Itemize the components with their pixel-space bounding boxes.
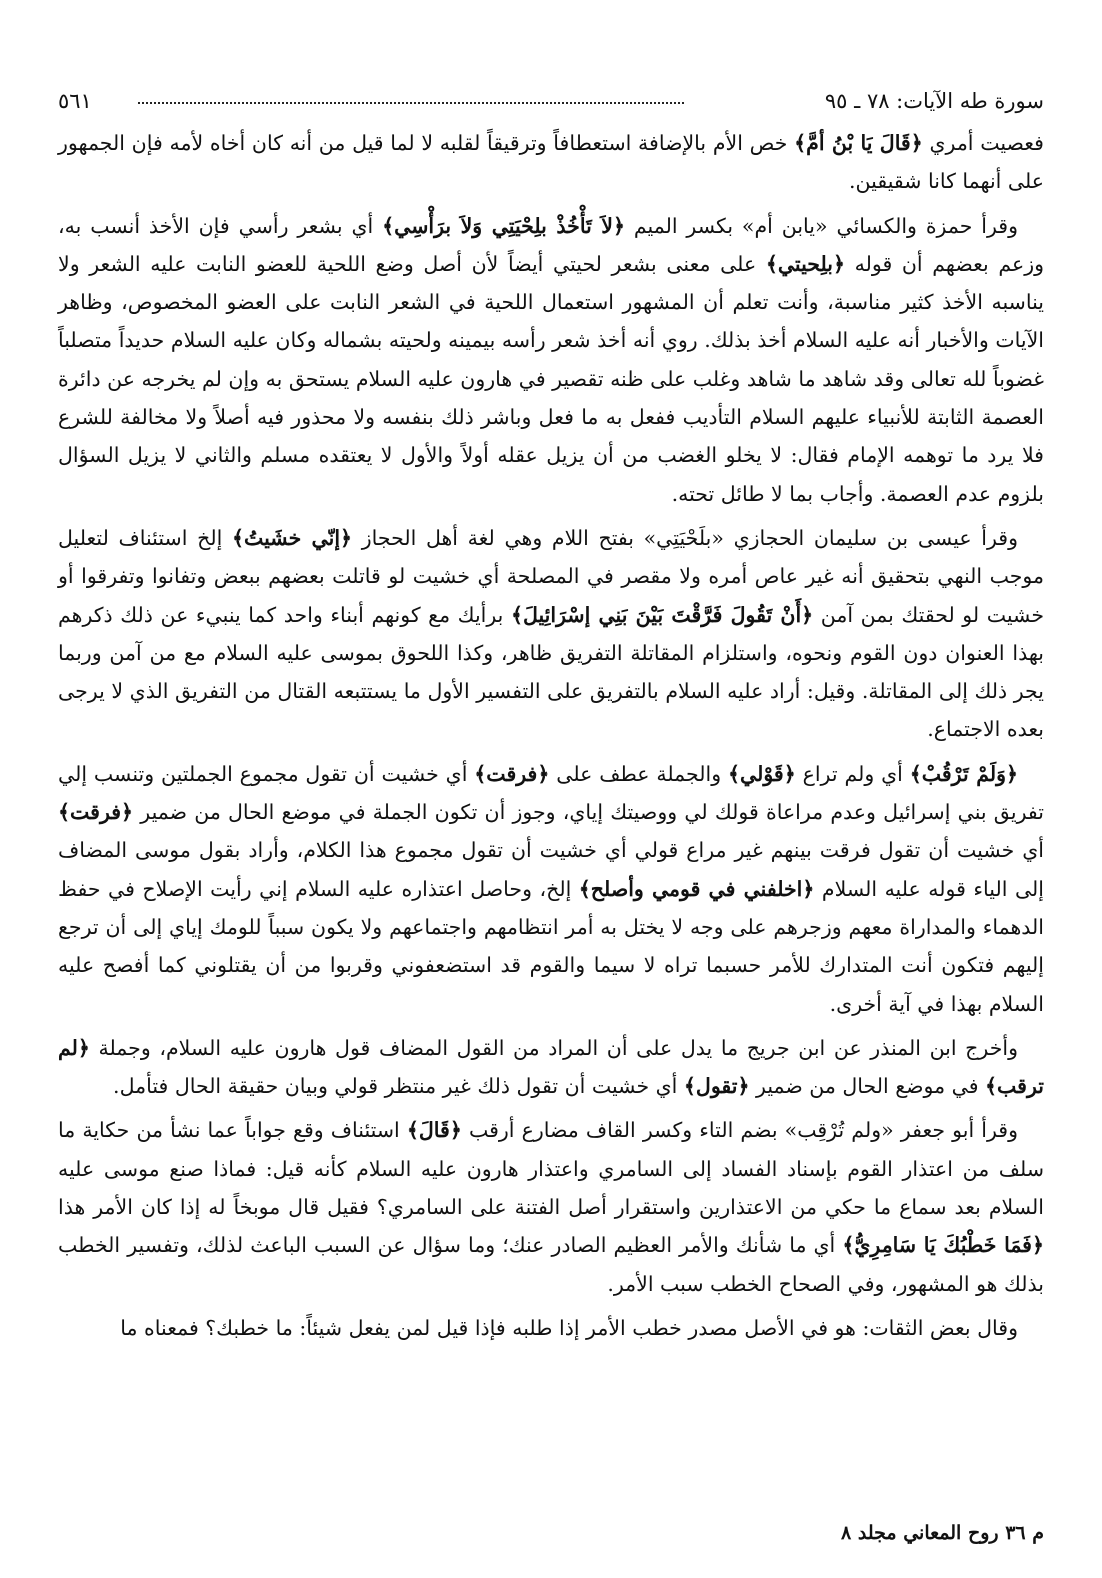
- paragraph-text: في موضع الحال من ضمير: [749, 1074, 986, 1099]
- paragraph-text: إلخ، وحاصل اعتذاره عليه السلام إني رأيت الإصلاح في حفظ الدهماء والمداراة معهم وزجرهم على وجه لا يختل به أمر انتظامهم واجتماعهم ولا يكون سبباً للومك إياي إلى أن ترجع إليهم فتكون أنت المتدارك للأمر حسبما تراه لا سيما والقوم قد استضعفوني وقربوا من أن يقتلوني كما أفصح عليه السلام بهذا في آية أخرى.: [58, 876, 1044, 1016]
- paragraph: [58, 1029, 1044, 1106]
- quranic-quote: ﴿وَلَمْ تَرْقُبْ﴾: [909, 761, 1018, 786]
- paragraph: [58, 207, 1044, 513]
- commentary-body: [58, 124, 1044, 1347]
- quranic-quote: ﴿قَوْلي﴾: [727, 761, 796, 786]
- paragraph-text: إلخ استئناف لتعليل موجب النهي بتحقيق أنه غير عاص أمره ولا مقصر في المصلحة أي خشيت لو قاتلت بعضهم ببعض وتفانوا وتفرقوا أو خشيت لو لحقتك بمن آمن: [58, 525, 1044, 627]
- surah-title: سورة طه الآيات: ٧٨ ـ ٩٥: [824, 89, 1044, 113]
- paragraph-text: أي ولم تراع: [795, 761, 910, 786]
- quranic-quote: ﴿إنّي خشَيتُ﴾: [231, 525, 353, 550]
- paragraph-text: خص الأم بالإضافة استعطافاً وترقيقاً لقلبه لا لما قيل من أنه كان أخاه لأمه فإن الجمهور على أنهما كانا شقيقين.: [58, 131, 1044, 194]
- paragraph-text: وقرأ حمزة والكسائي «يابن أم» بكسر الميم: [625, 213, 1018, 238]
- quranic-quote: ﴿تقول﴾: [683, 1074, 750, 1099]
- quranic-quote: ﴿فَمَا خَطْبُكَ يَا سَامِرِيُّ﴾: [842, 1233, 1044, 1258]
- quranic-quote: ﴿بلِحيتي﴾: [765, 251, 846, 276]
- paragraph: [58, 755, 1044, 1023]
- header-dotted-leader: [138, 102, 684, 104]
- paragraph: [58, 124, 1044, 201]
- quranic-quote: ﴿فرقت﴾: [474, 761, 550, 786]
- quranic-quote: ﴿فرقت﴾: [58, 800, 134, 825]
- paragraph-text: وقرأ عيسى بن سليمان الحجازي «بلَحْيَتِي» بفتح اللام وهي لغة أهل الحجاز: [352, 525, 1018, 550]
- paragraph-text: على معنى بشعر لحيتي أيضاً لأن أصل وضع اللحية للعضو النابت عليه الشعر ولا يناسبه الأخذ كثير مناسبة، وأنت تعلم أن المشهور استعمال اللحية في الشعر النابت على العضو المخصوص، وظاهر الآيات والأخبار أنه عليه السلام أخذ بذلك. روي أنه أخذ شعر رأسه بيمينه ولحيته بشماله وكان عليه السلام حديداً متصلباً غضوباً لله تعالى وقد شاهد ما شاهد وغلب على ظنه تقصير في هارون عليه السلام يستحق به وإن لم يخرجه عن دائرة العصمة الثابتة للأنبياء عليهم السلام التأديب ففعل به ما فعل وباشر ذلك بنفسه ولا محذور فيه أصلاً ولا مخالفة للشرع فلا يرد ما توهمه الإمام فقال: لا يخلو الغضب من أن يزيل عقله أولاً والأول لا يعتقده مسلم والثاني لا يزيل السؤال بلزوم عدم العصمة. وأجاب بما لا طائل تحته.: [58, 251, 1044, 506]
- page-number: ٥٦١: [58, 89, 92, 113]
- paragraph-text: برأيك مع كونهم أبناء واحد كما ينبيء عن ذلك ذكرهم بهذا العنوان دون القوم ونحوه، واستلزام المقاتلة التفريق ظاهر، وكذا اللحوق بموسى عليه السلام مع من آمن وربما يجر ذلك إلى المقاتلة. وقيل: أراد عليه السلام بالتفريق على التفسير الأول ما يستتبعه القتال من التفريق الذي لا يرجى بعده الاجتماع.: [58, 602, 1044, 742]
- quranic-quote: ﴿لاَ تَأْخُذْ بلِحْيَتِي وَلاَ برَأْسِي﴾: [382, 213, 625, 238]
- quranic-quote: ﴿قَالَ﴾: [406, 1118, 462, 1143]
- quranic-quote: ﴿أَنْ تَقُولَ فَرَّقْتَ بَيْنَ بَنِي إسْرَائِيلَ﴾: [510, 602, 814, 627]
- paragraph: [58, 519, 1044, 749]
- paragraph-text: أي ما شأنك والأمر العظيم الصادر عنك؛ وما سؤال عن السبب الباعث لذلك، وتفسير الخطب بذلك هو المشهور، وفي الصحاح الخطب سبب الأمر.: [58, 1233, 1044, 1296]
- paragraph: [58, 1309, 1044, 1347]
- paragraph-text: والجملة عطف على: [549, 761, 728, 786]
- book-page: [58, 84, 1044, 1548]
- running-header: [58, 84, 1044, 118]
- paragraph-text: استئناف وقع جواباً عما نشأ من حكاية ما سلف من اعتذار القوم بإسناد الفساد إلى السامري واعتذار هارون عليه السلام كأنه قيل: فماذا صنع موسى عليه السلام بعد سماع ما حكي من الاعتذارين واستقرار أصل الفتنة على السامري؟ فقيل قال موبخاً له إذا كان الأمر هذا: [58, 1118, 1044, 1220]
- quranic-quote: ﴿لم ترقب﴾: [58, 1035, 1044, 1099]
- quranic-quote: ﴿قَالَ يَا بْنُ أمَّ﴾: [794, 131, 923, 155]
- paragraph-text: أي خشيت أن تقول فرقت بينهم غير مراع قولي أي خشيت أن تقول مجموع هذا الكلام، وأراد بقول موسى المضاف إلى الياء قوله عليه السلام: [58, 838, 1044, 901]
- paragraph-text: أي بشعر رأسي فإن الأخذ أنسب به، وزعم بعضهم أن قوله: [58, 213, 1044, 276]
- volume-signature: م ٣٦ روح المعاني مجلد ٨: [841, 1522, 1044, 1544]
- quranic-quote: ﴿اخلفني في قومي وأصلح﴾: [578, 876, 815, 901]
- paragraph-text: فعصيت أمري: [922, 131, 1044, 155]
- paragraph-text: وأخرج ابن المنذر عن ابن جريج ما يدل على أن المراد من القول المضاف قول هارون عليه السلام، وجملة: [89, 1035, 1018, 1060]
- paragraph: [58, 1111, 1044, 1302]
- paragraph-text: أي خشيت أن تقول ذلك غير منتظر قولي وبيان حقيقة الحال فتأمل.: [113, 1074, 684, 1099]
- paragraph-text: أي خشيت أن تقول مجموع الجملتين وتنسب إلي تفريق بني إسرائيل وعدم مراعاة قولك لي ووصيتك إياي، وجوز أن تكون الجملة في موضع الحال من ضمير: [58, 761, 1044, 825]
- paragraph-text: وقرأ أبو جعفر «ولم تُرْقِب» بضم التاء وكسر القاف مضارع أرقب: [461, 1118, 1018, 1143]
- paragraph-text: وقال بعض الثقات: هو في الأصل مصدر خطب الأمر إذا طلبه فإذا قيل لمن يفعل شيئاً: ما خطبك؟ فمعناه ما: [120, 1315, 1018, 1340]
